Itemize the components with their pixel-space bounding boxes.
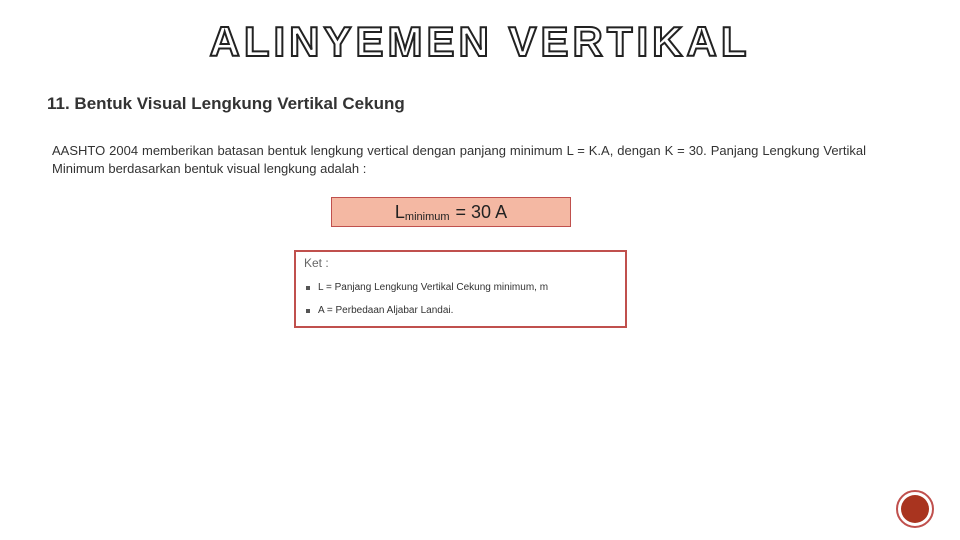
ket-label: Ket : bbox=[304, 256, 329, 270]
bullet-icon bbox=[306, 286, 310, 290]
ket-item bbox=[306, 282, 548, 293]
corner-badge-icon bbox=[896, 490, 934, 528]
corner-badge-inner bbox=[901, 495, 929, 523]
section-heading: 11. Bentuk Visual Lengkung Vertikal Cekung bbox=[47, 94, 405, 113]
ket-item-text: A = Perbedaan Aljabar Landai. bbox=[318, 305, 454, 316]
bullet-icon bbox=[306, 309, 310, 313]
formula-rest: = 30 A bbox=[455, 201, 508, 222]
slide-title: ALINYEMEN VERTIKAL bbox=[209, 18, 751, 65]
formula-subscript: minimum bbox=[404, 211, 450, 223]
ket-item bbox=[306, 305, 453, 316]
formula-main: L bbox=[394, 201, 405, 222]
body-paragraph: AASHTO 2004 memberikan batasan bentuk lengkung vertical dengan panjang minimum L = K.A, dengan K = 30. Panjang Lengkung Vertikal Minimum berdasarkan bentuk visual lengkung adalah : bbox=[52, 143, 866, 176]
ket-box bbox=[294, 250, 627, 328]
formula-box bbox=[331, 197, 571, 227]
ket-item-text: L = Panjang Lengkung Vertikal Cekung minimum, m bbox=[318, 282, 549, 293]
